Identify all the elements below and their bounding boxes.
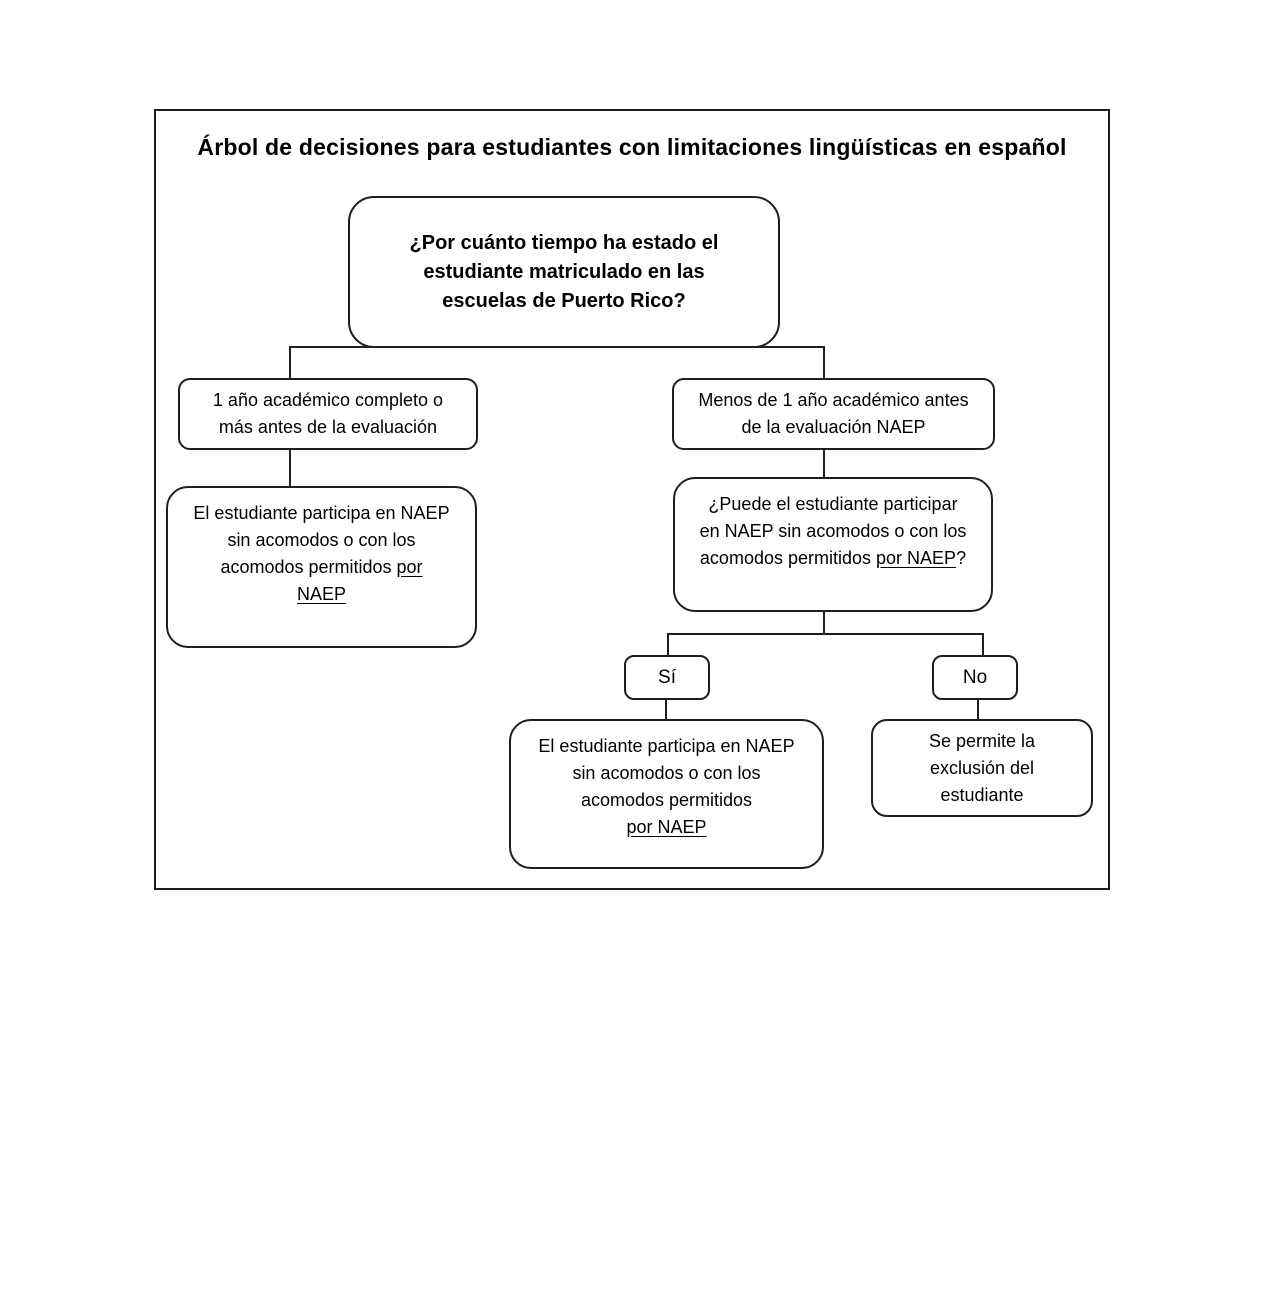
- node-enrolled-less-than-one-year: Menos de 1 año académico antes de la evaluación NAEP: [672, 378, 995, 450]
- node-can-participate-question: ¿Puede el estudiante participar en NAEP sin acomodos o con los acomodos permitidos por NAEP?: [673, 477, 993, 612]
- node-exclusion-allowed: Se permite la exclusión del estudiante: [871, 719, 1093, 817]
- connector-yes-no-split: [668, 634, 983, 657]
- node-participates-naep-left: El estudiante participa en NAEP sin acomodos o con los acomodos permitidos por NAEP: [166, 486, 477, 648]
- node-root-question: ¿Por cuánto tiempo ha estado el estudiante matriculado en las escuelas de Puerto Rico?: [348, 196, 780, 348]
- node-enrolled-one-year-or-more: 1 año académico completo o más antes de la evaluación: [178, 378, 478, 450]
- connector-root-split: [290, 347, 824, 379]
- node-no-label: No: [932, 655, 1018, 700]
- node-participates-naep-yes: El estudiante participa en NAEP sin acomodos o con los acomodos permitidos por NAEP: [509, 719, 824, 869]
- diagram-title: Árbol de decisiones para estudiantes con limitaciones lingüísticas en español: [197, 134, 1067, 160]
- node-yes-label: Sí: [624, 655, 710, 700]
